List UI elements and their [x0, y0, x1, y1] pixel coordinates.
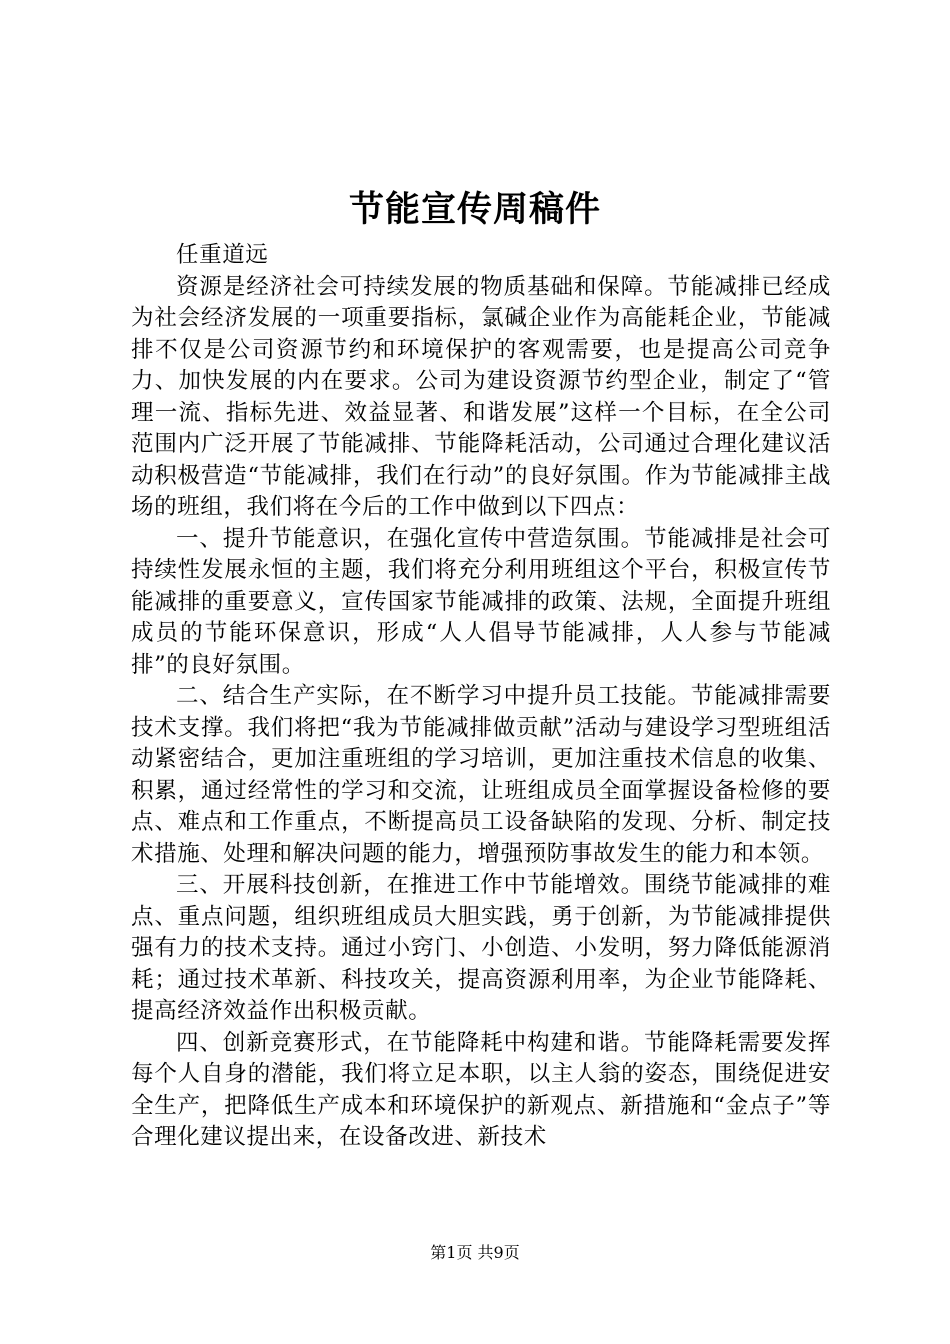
- point-two-paragraph: 二、结合生产实际，在不断学习中提升员工技能。节能减排需要技术支撑。我们将把“我为节能减排做贡献”活动与建设学习型班组活动紧密结合，更加注重班组的学习培训，更加注重技术信息的收集、积累，通过经常性的学习和交流，让班组成员全面掌握设备检修的要点、难点和工作重点，不断提高员工设备缺陷的发现、分析、制定技术措施、处理和解决问题的能力，增强预防事故发生的能力和本领。: [131, 683, 831, 867]
- intro-paragraph: 资源是经济社会可持续发展的物质基础和保障。节能减排已经成为社会经济发展的一项重要指标，氯碱企业作为高能耗企业，节能减排不仅是公司资源节约和环境保护的客观需要，也是提高公司竞争力、加快发展的内在要求。公司为建设资源节约型企业，制定了“管理一流、指标先进、效益显著、和谐发展”这样一个目标，在全公司范围内广泛开展了节能减排、节能降耗活动，公司通过合理化建议活动积极营造“节能减排，我们在行动”的良好氛围。作为节能减排主战场的班组，我们将在今后的工作中做到以下四点：: [131, 273, 831, 520]
- point-three-paragraph: 三、开展科技创新，在推进工作中节能增效。围绕节能减排的难点、重点问题，组织班组成员大胆实践，勇于创新，为节能减排提供强有力的技术支持。通过小窍门、小创造、小发明，努力降低能源消耗；通过技术革新、科技攻关，提高资源利用率，为企业节能降耗、提高经济效益作出积极贡献。: [131, 872, 831, 1024]
- point-four-paragraph: 四、创新竞赛形式，在节能降耗中构建和谐。节能降耗需要发挥每个人自身的潜能，我们将立足本职，以主人翁的姿态，围绕促进安全生产，把降低生产成本和环境保护的新观点、新措施和“金点子”等合理化建议提出来，在设备改进、新技术: [131, 1029, 831, 1150]
- subtitle-paragraph: 任重道远: [176, 242, 269, 268]
- page-number-footer: 第1页 共9页: [430, 1243, 520, 1262]
- document-title: 节能宣传周稿件: [348, 189, 601, 230]
- point-one-paragraph: 一、提升节能意识，在强化宣传中营造氛围。节能减排是社会可持续性发展永恒的主题，我们将充分利用班组这个平台，积极宣传节能减排的重要意义，宣传国家节能减排的政策、法规，全面提升班组成员的节能环保意识，形成“人人倡导节能减排，人人参与节能减排”的良好氛围。: [131, 525, 831, 678]
- document-body: [131, 240, 831, 1154]
